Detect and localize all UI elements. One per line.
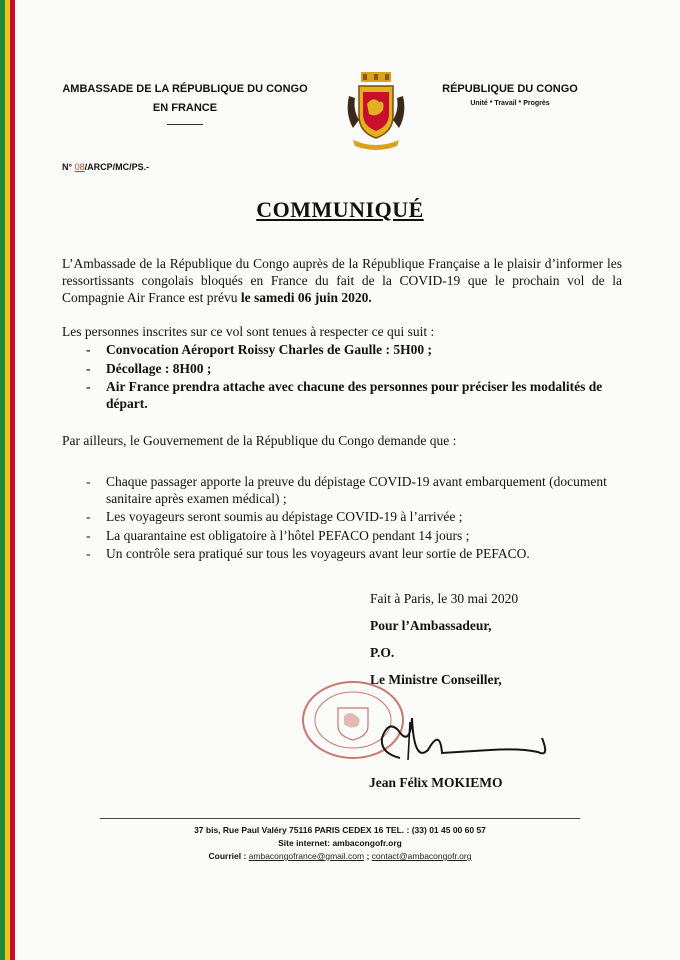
requirements-list xyxy=(86,474,616,565)
site-label: Site internet: xyxy=(278,838,333,848)
instructions-list xyxy=(86,342,616,414)
list-item: - Un contrôle sera pratiqué sur tous les voyageurs avant leur sortie de PEFACO. xyxy=(86,546,616,563)
email-link-gmail[interactable]: ambacongofrance@gmail.com xyxy=(248,851,365,861)
footer-site xyxy=(0,837,680,849)
republic-title: RÉPUBLIQUE DU CONGO xyxy=(442,83,578,95)
reference-number-value: 08 xyxy=(74,162,85,172)
flight-date: le samedi 06 juin 2020. xyxy=(240,290,372,305)
list-item: - Air France prendra attache avec chacune des personnes pour préciser les modalités de départ. xyxy=(86,379,616,412)
list-item: - Chaque passager apporte la preuve du dépistage COVID-19 avant embarquement (document sanitaire après examen médical) ; xyxy=(86,474,616,507)
list-item: - Convocation Aéroport Roissy Charles de Gaulle : 5H00 ; xyxy=(86,342,616,359)
footer-divider xyxy=(100,818,580,819)
place-date: Fait à Paris, le 30 mai 2020 xyxy=(370,591,519,606)
embassy-header xyxy=(40,80,330,125)
signature-for: Pour l’Ambassadeur, xyxy=(370,618,492,633)
intro-paragraph xyxy=(62,255,622,306)
handwritten-signature-icon xyxy=(370,708,570,768)
email-label: Courriel : xyxy=(208,851,249,861)
intro-text: L’Ambassade de la République du Congo auprès de la République Française a le plaisir d’informer les ressortissants congolais bloqués en France du fait de la COVID-19 que le prochain vol de la Compagnie Air France est prévu xyxy=(62,256,622,305)
government-intro: Par ailleurs, le Gouvernement de la République du Congo demande que : xyxy=(62,433,457,448)
signature-po: P.O. xyxy=(370,645,395,660)
republic-motto: Unité * Travail * Progrès xyxy=(470,100,550,107)
signature-role: Le Ministre Conseiller, xyxy=(370,672,502,687)
reference-prefix: N° xyxy=(62,162,75,172)
embassy-name: AMBASSADE DE LA RÉPUBLIQUE DU CONGO xyxy=(62,83,308,95)
document-title: COMMUNIQUÉ xyxy=(256,197,424,222)
flag-stripe-red xyxy=(10,0,15,960)
email-link-contact[interactable]: contact@ambacongofr.org xyxy=(371,851,472,861)
signatory-name: Jean Félix MOKIEMO xyxy=(369,775,503,790)
list-item: - Les voyageurs seront soumis au dépistage COVID-19 à l’arrivée ; xyxy=(86,509,616,526)
republic-header xyxy=(420,80,600,110)
list-item: - Décollage : 8H00 ; xyxy=(86,361,616,378)
instructions-intro: Les personnes inscrites sur ce vol sont tenues à respecter ce qui suit : xyxy=(62,324,435,339)
coat-of-arms-icon xyxy=(343,70,409,152)
reference-suffix: /ARCP/MC/PS.- xyxy=(84,162,150,172)
email-separator: ; xyxy=(364,851,372,861)
reference-number xyxy=(62,162,149,172)
list-item: - La quarantaine est obligatoire à l’hôtel PEFACO pendant 14 jours ; xyxy=(86,528,616,545)
footer-email xyxy=(0,850,680,862)
footer-address: 37 bis, Rue Paul Valéry 75116 PARIS CEDEX 16 TEL. : (33) 01 45 00 60 57 xyxy=(194,825,486,835)
embassy-location: EN FRANCE xyxy=(152,102,218,114)
header-divider xyxy=(167,124,203,125)
site-link[interactable]: ambacongofr.org xyxy=(332,838,402,848)
